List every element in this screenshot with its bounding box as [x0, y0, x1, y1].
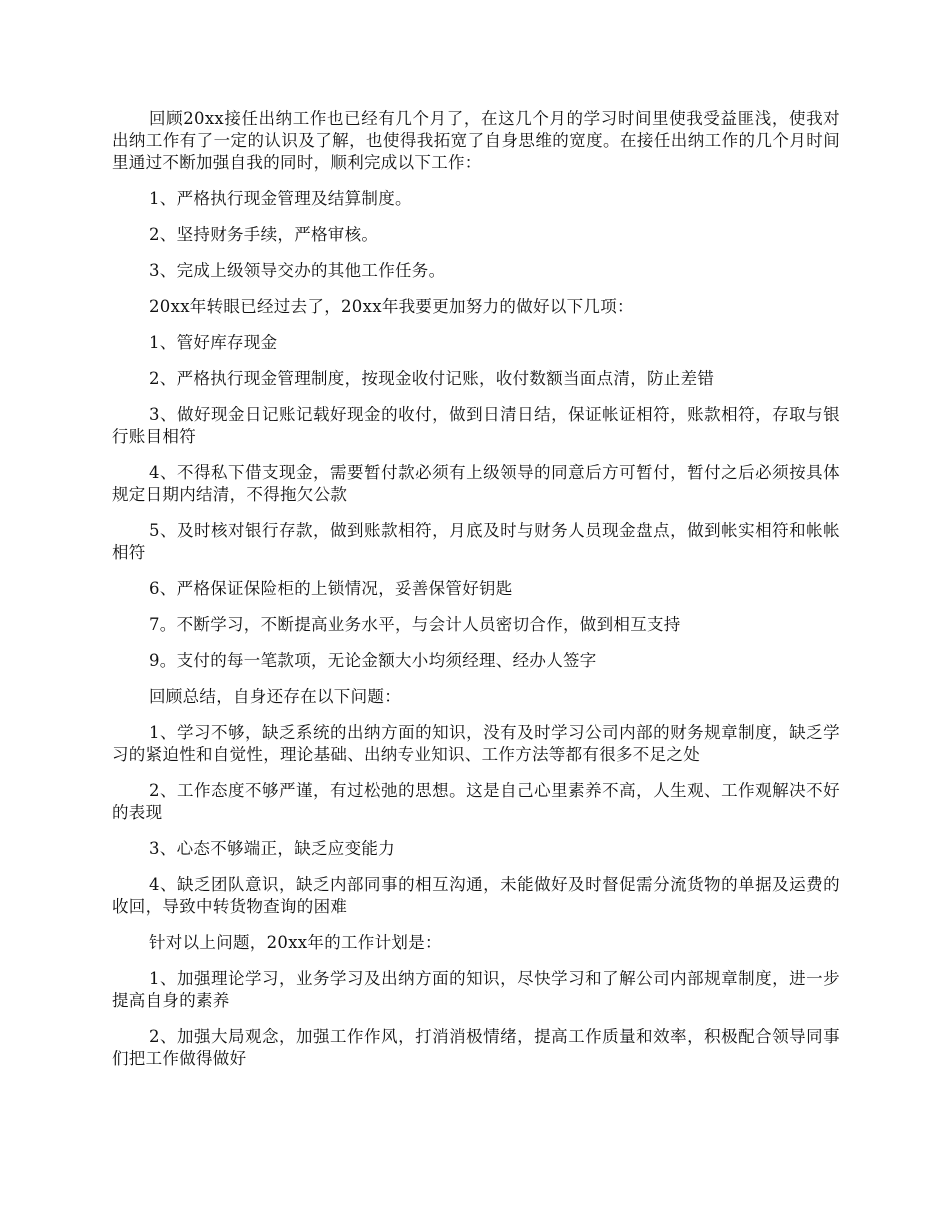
completed-item-3: 3、完成上级领导交办的其他工作任务。: [149, 261, 446, 280]
goal-item-7: 7。不断学习，不断提高业务水平，与会计人员密切合作，做到相互支持: [149, 615, 681, 634]
completed-item-1: 1、严格执行现金管理及结算制度。: [149, 189, 412, 208]
goals-heading: 20xx年转眼已经过去了，20xx年我要更加努力的做好以下几项：: [149, 297, 634, 316]
plan-heading: 针对以上问题，20xx年的工作计划是：: [149, 933, 442, 952]
completed-item-2: 2、坚持财务手续，严格审核。: [149, 225, 379, 244]
problems-heading: 回顾总结，自身还存在以下问题：: [149, 687, 401, 706]
plan-item-2: 2、加强大局观念，加强工作作风，打消消极情绪，提高工作质量和效率，积极配合领导同事们把工作做得做好: [112, 1027, 840, 1068]
problem-item-4: 4、缺乏团队意识，缺乏内部同事的相互沟通，未能做好及时督促需分流货物的单据及运费的收回，导致中转货物查询的困难: [112, 875, 840, 916]
intro-paragraph: 回顾20xx接任出纳工作也已经有几个月了，在这几个月的学习时间里使我受益匪浅，使我对出纳工作有了一定的认识及了解，也使得我拓宽了自身思维的宽度。在接任出纳工作的几个月时间里通过不断加强自我的同时，顺利完成以下工作：: [112, 109, 840, 172]
goal-item-5: 5、及时核对银行存款，做到账款相符，月底及时与财务人员现金盘点，做到帐实相符和帐帐相符: [112, 521, 840, 562]
plan-item-1: 1、加强理论学习，业务学习及出纳方面的知识，尽快学习和了解公司内部规章制度，进一步提高自身的素养: [112, 969, 840, 1010]
goal-item-2: 2、严格执行现金管理制度，按现金收付记账，收付数额当面点清，防止差错: [149, 369, 715, 388]
goal-item-6: 6、严格保证保险柜的上锁情况，妥善保管好钥匙: [149, 579, 513, 598]
problem-item-3: 3、心态不够端正，缺乏应变能力: [149, 839, 395, 858]
goal-item-9: 9。支付的每一笔款项，无论金额大小均须经理、经办人签字: [149, 651, 597, 670]
goal-item-3: 3、做好现金日记账记载好现金的收付，做到日清日结，保证帐证相符，账款相符，存取与银行账目相符: [112, 405, 840, 446]
goal-item-4: 4、不得私下借支现金，需要暂付款必须有上级领导的同意后方可暂付，暂付之后必须按具体规定日期内结清，不得拖欠公款: [112, 463, 840, 504]
goal-item-1: 1、管好库存现金: [149, 333, 278, 352]
problem-item-1: 1、学习不够，缺乏系统的出纳方面的知识，没有及时学习公司内部的财务规章制度，缺乏学习的紧迫性和自觉性，理论基础、出纳专业知识、工作方法等都有很多不足之处: [112, 723, 840, 764]
problem-item-2: 2、工作态度不够严谨，有过松弛的思想。这是自己心里素养不高，人生观、工作观解决不好的表现: [112, 781, 840, 822]
document-body: [112, 108, 840, 1084]
